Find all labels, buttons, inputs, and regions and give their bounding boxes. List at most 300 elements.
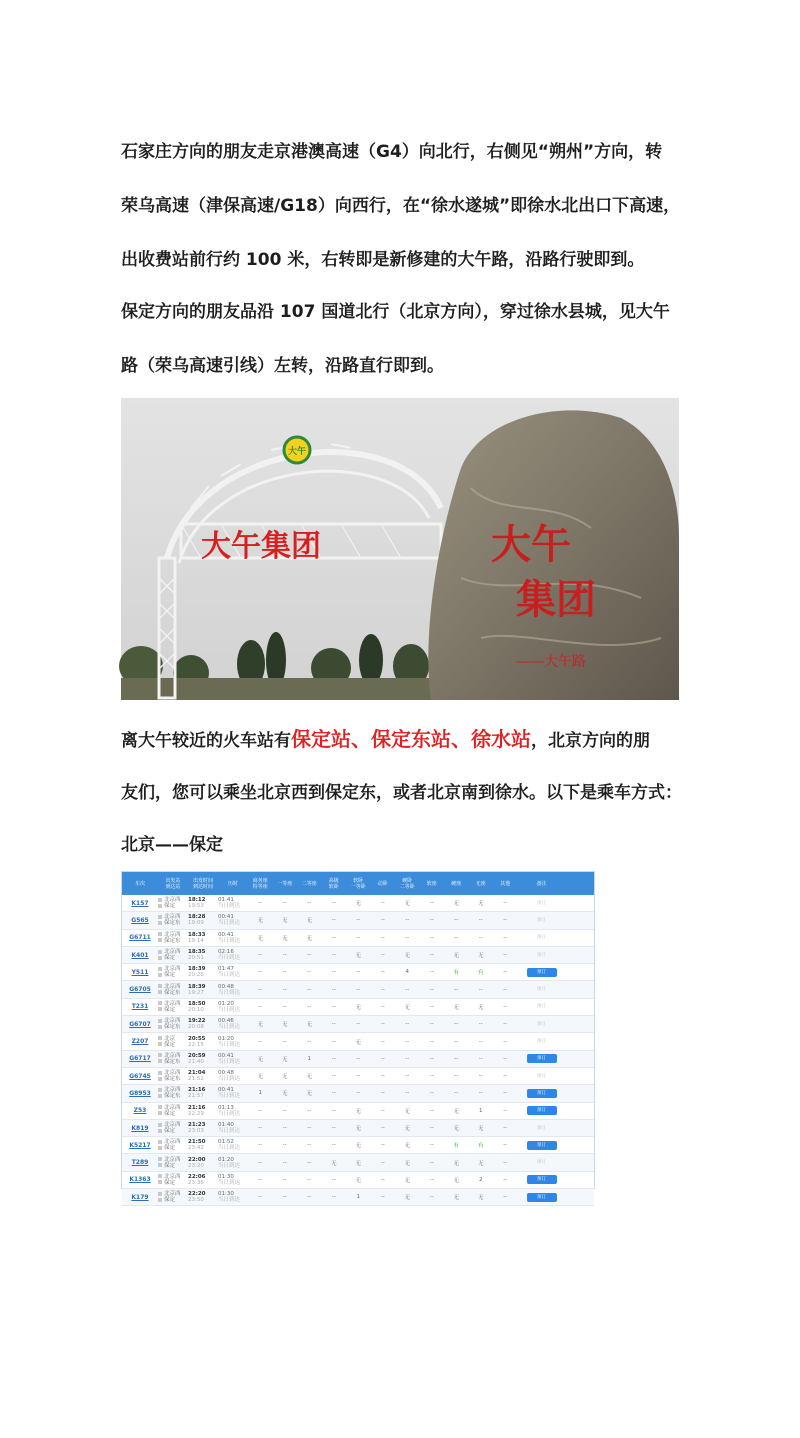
seat-availability: -- bbox=[380, 1125, 385, 1131]
times-cell: 22:00 23:20 bbox=[188, 1156, 206, 1169]
book-button[interactable]: 预订 bbox=[537, 1125, 546, 1131]
train-row bbox=[122, 1085, 594, 1102]
stations-cell: 北京西 保定 bbox=[158, 1001, 188, 1013]
seat-availability: -- bbox=[503, 900, 508, 907]
times-cell: 18:39 19:27 bbox=[188, 983, 206, 996]
seat-availability: -- bbox=[331, 900, 336, 907]
station-intro: 离大午较近的火车站有 bbox=[121, 731, 291, 751]
paragraph-line: 出收费站前行约 100 米，右转即是新修建的大午路，沿路行驶即到。 bbox=[121, 250, 645, 270]
seat-availability: -- bbox=[429, 1176, 434, 1183]
book-cell bbox=[518, 916, 566, 925]
duration-cell: 01:41 当日到达 bbox=[218, 897, 241, 910]
seat-availability: -- bbox=[429, 986, 434, 993]
seat-availability: -- bbox=[405, 917, 410, 924]
table-body bbox=[122, 895, 594, 1206]
logo-text: 大午 bbox=[287, 447, 307, 457]
station-outro: ，北京方向的朋 bbox=[531, 731, 650, 751]
arch-sign-text: 大午集团 bbox=[201, 529, 321, 564]
train-row bbox=[122, 930, 594, 947]
seat-availability: -- bbox=[503, 1107, 508, 1114]
book-cell bbox=[518, 1193, 566, 1202]
seat-availability: -- bbox=[258, 969, 263, 976]
seat-availability: -- bbox=[380, 900, 385, 907]
book-button[interactable]: 预订 bbox=[537, 1073, 546, 1079]
seat-availability: -- bbox=[258, 952, 263, 959]
seat-availability: 无 bbox=[453, 1177, 459, 1184]
duration-cell: 00:48 当日到达 bbox=[218, 983, 241, 996]
seat-availability: -- bbox=[503, 952, 508, 959]
train-number-link[interactable]: Z207 bbox=[131, 1038, 149, 1046]
book-button[interactable]: 预订 bbox=[527, 1141, 557, 1150]
seat-availability: 无 bbox=[306, 935, 312, 942]
book-cell bbox=[518, 1020, 566, 1029]
seat-availability: -- bbox=[282, 1107, 287, 1114]
duration-cell: 00:41 当日到达 bbox=[218, 931, 241, 944]
seat-availability: -- bbox=[307, 1176, 312, 1183]
seat-availability: 无 bbox=[453, 1004, 459, 1011]
stations-cell: 北京西 保定 bbox=[158, 897, 188, 909]
times-cell: 21:16 22:29 bbox=[188, 1104, 206, 1117]
seat-availability: -- bbox=[503, 1194, 508, 1201]
seat-availability: -- bbox=[282, 1003, 287, 1010]
seat-availability: -- bbox=[478, 1090, 483, 1097]
seat-availability: -- bbox=[405, 986, 410, 993]
seat-availability: -- bbox=[282, 969, 287, 976]
times-cell: 20:55 22:15 bbox=[188, 1035, 206, 1048]
seat-availability: -- bbox=[503, 1142, 508, 1149]
times-cell: 21:16 21:57 bbox=[188, 1087, 206, 1100]
train-number-link[interactable]: Z53 bbox=[133, 1107, 147, 1115]
seat-availability: -- bbox=[454, 1038, 459, 1045]
seat-availability: -- bbox=[380, 1142, 385, 1149]
seat-availability: 无 bbox=[257, 1074, 263, 1081]
seat-availability: -- bbox=[380, 969, 385, 976]
train-number-link[interactable]: G565 bbox=[131, 916, 149, 924]
seat-availability: -- bbox=[503, 1159, 508, 1166]
train-number-link[interactable]: Y511 bbox=[131, 968, 149, 976]
stations-cell: 北京西 保定东 bbox=[158, 1018, 188, 1030]
seat-availability: -- bbox=[331, 1107, 336, 1114]
duration-cell: 01:30 当日到达 bbox=[218, 1191, 241, 1204]
seat-availability: -- bbox=[503, 969, 508, 976]
seat-availability: 无 bbox=[306, 1022, 312, 1029]
stations-cell: 北京西 保定 bbox=[158, 966, 188, 978]
book-button[interactable]: 预订 bbox=[527, 1106, 557, 1115]
seat-availability: -- bbox=[331, 1090, 336, 1097]
book-button[interactable]: 预订 bbox=[527, 1193, 557, 1202]
seat-availability: -- bbox=[258, 1159, 263, 1166]
column-header: 其他 bbox=[500, 880, 511, 887]
stations-cell: 北京西 保定 bbox=[158, 1139, 188, 1151]
highlighted-stations: 保定站、保定东站、徐水站 bbox=[291, 727, 531, 751]
seat-availability: -- bbox=[331, 1073, 336, 1080]
seat-availability: -- bbox=[331, 1021, 336, 1028]
stations-cell: 北京西 保定 bbox=[158, 1191, 188, 1203]
seat-availability: 4 bbox=[405, 969, 409, 976]
seat-availability: 无 bbox=[477, 1126, 484, 1132]
stations-cell: 北京 保定 bbox=[158, 1036, 188, 1048]
seat-availability: -- bbox=[356, 1021, 361, 1028]
seat-availability: 无 bbox=[257, 935, 263, 942]
seat-availability: -- bbox=[282, 1176, 287, 1183]
book-button[interactable]: 预订 bbox=[537, 952, 546, 958]
book-button[interactable]: 预订 bbox=[537, 1004, 546, 1010]
seat-availability: -- bbox=[356, 969, 361, 976]
times-cell: 18:12 19:53 bbox=[188, 897, 206, 910]
seat-availability: -- bbox=[405, 1073, 410, 1080]
train-number-link[interactable]: G6705 bbox=[129, 986, 151, 994]
book-cell bbox=[518, 1141, 566, 1150]
duration-cell: 02:16 当日到达 bbox=[218, 949, 241, 962]
train-row bbox=[122, 1172, 594, 1189]
seat-availability: 无 bbox=[306, 918, 312, 925]
column-header: 硬卧 二等卧 bbox=[399, 877, 415, 890]
seat-availability: -- bbox=[429, 1194, 434, 1201]
column-header: 无座 bbox=[475, 880, 486, 887]
book-cell bbox=[518, 985, 566, 994]
seat-availability: -- bbox=[503, 917, 508, 924]
seat-availability: -- bbox=[356, 934, 361, 941]
seat-availability: -- bbox=[307, 900, 312, 907]
seat-availability: 1 bbox=[258, 1090, 262, 1097]
seat-availability: 无 bbox=[355, 953, 361, 960]
train-number-link[interactable]: K157 bbox=[131, 899, 149, 907]
train-number-link[interactable]: T231 bbox=[131, 1003, 149, 1011]
train-number-link[interactable]: G8953 bbox=[129, 1089, 151, 1097]
book-button[interactable]: 预订 bbox=[527, 1089, 557, 1098]
book-cell bbox=[518, 1089, 566, 1098]
seat-availability: -- bbox=[282, 1038, 287, 1045]
train-number-link[interactable]: K1363 bbox=[129, 1176, 151, 1184]
train-number-link[interactable]: T289 bbox=[131, 1159, 149, 1167]
seat-availability: 无 bbox=[306, 1091, 312, 1098]
duration-cell: 00:41 当日到达 bbox=[218, 914, 241, 927]
seat-availability: -- bbox=[405, 1021, 410, 1028]
seat-availability: 无 bbox=[281, 1056, 288, 1063]
stations-cell: 北京西 保定 bbox=[158, 1174, 188, 1186]
times-cell: 21:23 23:03 bbox=[188, 1122, 206, 1134]
seat-availability: -- bbox=[307, 969, 312, 976]
seat-availability: -- bbox=[454, 1090, 459, 1097]
book-cell bbox=[518, 1124, 566, 1133]
book-cell bbox=[518, 1072, 566, 1081]
seat-availability: -- bbox=[405, 934, 410, 941]
book-cell bbox=[518, 968, 566, 977]
seat-availability: -- bbox=[503, 1125, 508, 1131]
seat-availability: -- bbox=[454, 917, 459, 924]
column-header: 二等座 bbox=[301, 880, 317, 887]
column-header: 软座 bbox=[426, 880, 437, 887]
seat-availability: -- bbox=[331, 934, 336, 941]
paragraph-line: 石家庄方向的朋友走京港澳高速（G4）向北行，右侧见“朔州”方向，转 bbox=[121, 142, 663, 162]
seat-availability: -- bbox=[307, 1003, 312, 1010]
train-number-link[interactable]: K819 bbox=[131, 1124, 149, 1132]
seat-availability: -- bbox=[380, 1159, 385, 1166]
train-row bbox=[122, 895, 594, 912]
seat-availability: -- bbox=[429, 1125, 434, 1131]
times-cell: 20:59 21:40 bbox=[188, 1052, 206, 1065]
seat-availability: -- bbox=[380, 1021, 385, 1028]
seat-availability: 无 bbox=[404, 953, 410, 960]
book-cell bbox=[518, 1054, 566, 1063]
seat-availability: -- bbox=[478, 986, 483, 993]
seat-availability: -- bbox=[331, 1176, 336, 1183]
train-row bbox=[122, 1137, 594, 1154]
seat-availability: -- bbox=[282, 1194, 287, 1201]
seat-availability: 无 bbox=[453, 1195, 459, 1202]
duration-cell: 00:41 当日到达 bbox=[218, 1087, 241, 1100]
seat-availability: 无 bbox=[453, 901, 459, 908]
seat-availability: -- bbox=[454, 986, 459, 993]
seat-availability: -- bbox=[405, 1090, 410, 1097]
times-cell: 18:33 19:14 bbox=[188, 931, 206, 944]
seat-availability: 无 bbox=[355, 1126, 361, 1132]
seat-availability: -- bbox=[380, 1003, 385, 1010]
seat-availability: -- bbox=[454, 1021, 459, 1028]
seat-availability: -- bbox=[258, 1107, 263, 1114]
column-header: 出发时间 到达时间 bbox=[192, 877, 213, 890]
seat-availability: -- bbox=[380, 1194, 385, 1201]
train-schedule-table bbox=[121, 871, 595, 1204]
duration-cell: 01:20 当日到达 bbox=[218, 1156, 241, 1169]
seat-availability: -- bbox=[503, 1176, 508, 1183]
train-number-link[interactable]: G6745 bbox=[129, 1072, 151, 1080]
paragraph-line: 保定方向的朋友品沿 107 国道北行（北京方向），穿过徐水县城，见大午 bbox=[121, 302, 670, 322]
duration-cell: 01:30 当日到达 bbox=[218, 1173, 241, 1186]
train-row bbox=[122, 999, 594, 1016]
seat-availability: 无 bbox=[477, 953, 484, 960]
column-header: 历时 bbox=[227, 880, 238, 887]
book-button[interactable]: 预订 bbox=[537, 1160, 546, 1166]
station-paragraph-line2: 友们，您可以乘坐北京西到保定东，或者北京南到徐水。以下是乘车方式： bbox=[121, 783, 682, 803]
seat-availability: -- bbox=[478, 934, 483, 941]
station-paragraph-line1 bbox=[121, 728, 691, 752]
seat-availability: 无 bbox=[281, 918, 288, 925]
book-button[interactable]: 预订 bbox=[537, 935, 546, 941]
seat-availability: -- bbox=[307, 986, 312, 993]
seat-availability: -- bbox=[478, 1055, 483, 1062]
table-header bbox=[122, 872, 594, 895]
seat-availability: -- bbox=[258, 1142, 263, 1149]
seat-availability: -- bbox=[454, 1055, 459, 1062]
seat-availability: -- bbox=[356, 917, 361, 924]
book-button[interactable]: 预订 bbox=[537, 1021, 546, 1027]
duration-cell: 01:52 当日到达 bbox=[218, 1139, 241, 1152]
seat-availability: -- bbox=[503, 986, 508, 993]
book-cell bbox=[518, 899, 566, 908]
train-number-link[interactable]: G6711 bbox=[129, 934, 151, 942]
seat-availability: -- bbox=[405, 1055, 410, 1062]
book-cell bbox=[518, 1158, 566, 1167]
seat-availability: -- bbox=[380, 917, 385, 924]
seat-availability: -- bbox=[258, 986, 263, 993]
seat-availability: -- bbox=[258, 1176, 263, 1183]
book-cell bbox=[518, 1037, 566, 1046]
train-row bbox=[122, 1016, 594, 1033]
seat-availability: -- bbox=[331, 1194, 336, 1201]
seat-availability: 无 bbox=[281, 1022, 288, 1029]
train-row bbox=[122, 912, 594, 929]
seat-availability: -- bbox=[380, 1176, 385, 1183]
seat-availability: -- bbox=[429, 969, 434, 976]
seat-availability: 有 bbox=[453, 970, 459, 977]
seat-availability: 1 bbox=[479, 1107, 483, 1114]
train-row bbox=[122, 1033, 594, 1050]
duration-cell: 01:20 当日到达 bbox=[218, 1035, 241, 1048]
seat-availability: 无 bbox=[306, 1074, 312, 1081]
train-row bbox=[122, 1120, 594, 1137]
seat-availability: 无 bbox=[477, 1160, 484, 1167]
seat-availability: 1 bbox=[356, 1194, 360, 1201]
seat-availability: -- bbox=[258, 1125, 263, 1131]
seat-availability: -- bbox=[429, 1021, 434, 1028]
stations-cell: 北京西 保定 bbox=[158, 1105, 188, 1117]
times-cell: 18:35 20:51 bbox=[188, 949, 206, 962]
seat-availability: -- bbox=[307, 952, 312, 959]
seat-availability: -- bbox=[331, 952, 336, 959]
book-cell bbox=[518, 1175, 566, 1184]
train-row bbox=[122, 947, 594, 964]
book-cell bbox=[518, 933, 566, 942]
seat-availability: 无 bbox=[404, 1143, 410, 1150]
column-header: 出发站 到达站 bbox=[165, 877, 181, 890]
seat-availability: -- bbox=[282, 1142, 287, 1149]
seat-availability: 无 bbox=[477, 1195, 484, 1202]
seat-availability: -- bbox=[282, 986, 287, 993]
seat-availability: 无 bbox=[477, 1004, 484, 1011]
seat-availability: -- bbox=[429, 1073, 434, 1080]
book-button[interactable]: 预订 bbox=[537, 917, 546, 923]
seat-availability: -- bbox=[380, 934, 385, 941]
train-row bbox=[122, 981, 594, 998]
seat-availability: -- bbox=[503, 1003, 508, 1010]
dawu-group-entrance-photo bbox=[121, 398, 679, 700]
paragraph-line: 路（荣乌高速引线）左转，沿路直行即到。 bbox=[121, 356, 444, 376]
seat-availability: 无 bbox=[404, 1004, 410, 1011]
seat-availability: -- bbox=[478, 1073, 483, 1080]
column-header: 动卧 bbox=[377, 880, 388, 887]
seat-availability: 无 bbox=[355, 1004, 361, 1011]
train-number-link[interactable]: K5217 bbox=[129, 1141, 151, 1149]
seat-availability: -- bbox=[405, 1038, 410, 1045]
stations-cell: 北京西 保定东 bbox=[158, 914, 188, 926]
seat-availability: -- bbox=[503, 1055, 508, 1062]
seat-availability: -- bbox=[429, 1142, 434, 1149]
column-header: 备注 bbox=[536, 880, 547, 887]
book-cell bbox=[518, 1106, 566, 1115]
seat-availability: -- bbox=[503, 934, 508, 941]
seat-availability: 无 bbox=[453, 1108, 459, 1115]
seat-availability: -- bbox=[380, 986, 385, 993]
seat-availability: -- bbox=[478, 1038, 483, 1045]
rock-text-line1: 大午 bbox=[491, 521, 571, 568]
train-number-link[interactable]: K179 bbox=[131, 1193, 149, 1201]
seat-availability: -- bbox=[503, 1021, 508, 1028]
train-number-link[interactable]: G6707 bbox=[129, 1020, 151, 1028]
seat-availability: -- bbox=[331, 1038, 336, 1045]
train-row bbox=[122, 1103, 594, 1120]
train-row bbox=[122, 1068, 594, 1085]
seat-availability: 有 bbox=[477, 1143, 484, 1150]
stations-cell: 北京西 保定东 bbox=[158, 932, 188, 944]
seat-availability: -- bbox=[503, 1073, 508, 1080]
seat-availability: -- bbox=[429, 1003, 434, 1010]
seat-availability: 无 bbox=[404, 1195, 410, 1202]
times-cell: 18:28 19:09 bbox=[188, 914, 206, 927]
seat-availability: 1 bbox=[307, 1055, 311, 1062]
duration-cell: 01:20 当日到达 bbox=[218, 1000, 241, 1013]
train-number-link[interactable]: K401 bbox=[131, 951, 149, 959]
book-button[interactable]: 预订 bbox=[527, 968, 557, 977]
seat-availability: -- bbox=[429, 1055, 434, 1062]
book-button[interactable]: 预订 bbox=[527, 1175, 557, 1184]
book-button[interactable]: 预订 bbox=[527, 1054, 557, 1063]
seat-availability: 无 bbox=[453, 953, 459, 960]
seat-availability: -- bbox=[503, 1038, 508, 1045]
seat-availability: -- bbox=[307, 1142, 312, 1149]
seat-availability: -- bbox=[429, 1159, 434, 1166]
column-header: 一等座 bbox=[277, 880, 293, 887]
train-number-link[interactable]: G6717 bbox=[129, 1055, 151, 1063]
seat-availability: -- bbox=[331, 1055, 336, 1062]
book-button[interactable]: 预订 bbox=[537, 987, 546, 993]
stations-cell: 北京西 保定东 bbox=[158, 1087, 188, 1099]
train-row bbox=[122, 1154, 594, 1171]
seat-availability: 无 bbox=[355, 1177, 361, 1184]
seat-availability: 无 bbox=[281, 1074, 288, 1081]
seat-availability: -- bbox=[380, 1073, 385, 1080]
seat-availability: -- bbox=[356, 1055, 361, 1062]
seat-availability: -- bbox=[478, 917, 483, 924]
seat-availability: -- bbox=[258, 1038, 263, 1045]
seat-availability: -- bbox=[429, 952, 434, 959]
seat-availability: 无 bbox=[404, 901, 410, 908]
times-cell: 19:22 20:08 bbox=[188, 1018, 206, 1031]
seat-availability: -- bbox=[307, 1159, 312, 1166]
seat-availability: -- bbox=[380, 1038, 385, 1045]
seat-availability: 2 bbox=[479, 1176, 483, 1183]
seat-availability: 无 bbox=[257, 918, 263, 925]
seat-availability: -- bbox=[356, 1090, 361, 1097]
column-header: 软卧 一等卧 bbox=[350, 877, 366, 890]
seat-availability: -- bbox=[307, 1038, 312, 1045]
seat-availability: -- bbox=[454, 934, 459, 941]
seat-availability: 无 bbox=[404, 1108, 410, 1115]
seat-availability: 无 bbox=[355, 1143, 361, 1150]
seat-availability: -- bbox=[331, 917, 336, 924]
train-row bbox=[122, 964, 594, 981]
stations-cell: 北京西 保定 bbox=[158, 949, 188, 961]
book-button[interactable]: 预订 bbox=[537, 1039, 546, 1045]
seat-availability: 有 bbox=[477, 970, 484, 977]
seat-availability: -- bbox=[307, 1107, 312, 1114]
seat-availability: 无 bbox=[355, 1039, 361, 1046]
column-header: 高级 软卧 bbox=[328, 877, 339, 890]
duration-cell: 01:40 当日到达 bbox=[218, 1122, 241, 1134]
seat-availability: -- bbox=[331, 1003, 336, 1010]
seat-availability: -- bbox=[503, 1090, 508, 1097]
book-cell bbox=[518, 951, 566, 960]
seat-availability: 无 bbox=[404, 1126, 410, 1132]
seat-availability: -- bbox=[429, 1090, 434, 1097]
book-button[interactable]: 预订 bbox=[537, 900, 546, 906]
column-header: 硬座 bbox=[451, 880, 462, 887]
train-row bbox=[122, 1189, 594, 1206]
seat-availability: 无 bbox=[453, 1160, 459, 1167]
seat-availability: 无 bbox=[281, 935, 288, 942]
seat-availability: 无 bbox=[257, 1056, 263, 1063]
seat-availability: 无 bbox=[404, 1177, 410, 1184]
